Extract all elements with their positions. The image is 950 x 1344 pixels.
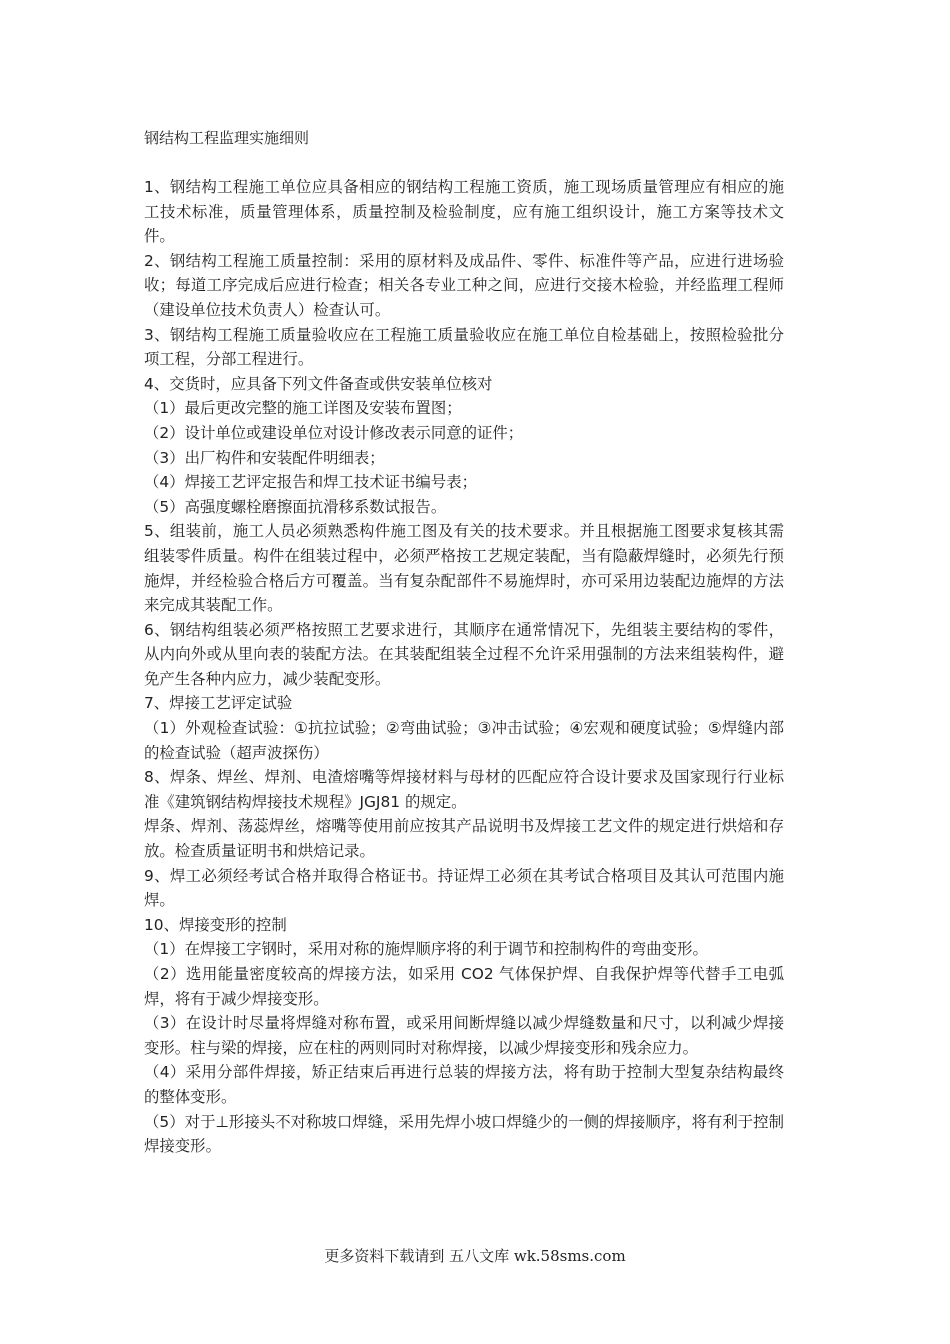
paragraph: 2、钢结构工程施工质量控制：采用的原材料及成品件、零件、标准件等产品，应进行进场验收；每道工序完成后应进行检查；相关各专业工种之间，应进行交接木检验，并经监理工程师（建设单位技术负责人）检查认可。 — [144, 251, 784, 319]
paragraph: 9、焊工必须经考试合格并取得合格证书。持证焊工必须在其考试合格项目及其认可范围内施焊。 — [144, 866, 784, 910]
list-item: （3）在设计时尽量将焊缝对称布置，或采用间断焊缝以减少焊缝数量和尺寸，以利减少焊接变形。柱与梁的焊接，应在柱的两则同时对称焊接，以减少焊接变形和残余应力。 — [144, 1014, 784, 1057]
footer-link-text: 更多资料下载请到 五八文库 wk.58sms.com — [324, 1247, 626, 1265]
paragraph: 6、钢结构组装必须严格按照工艺要求进行，其顺序在通常情况下，先组装主要结构的零件，从内向外或从里向表的装配方法。在其装配组装全过程不允许采用强制的方法来组装构件，避免产生各种内应力，减少装配变形。 — [144, 620, 784, 688]
list-item: （2）选用能量密度较高的焊接方法，如采用 CO2 气体保护焊、自我保护焊等代替手工电弧焊，将有于减少焊接变形。 — [144, 965, 784, 1008]
paragraph: 5、组装前，施工人员必须熟悉构件施工图及有关的技术要求。并且根据施工图要求复核其需组装零件质量。构件在组装过程中，必须严格按工艺规定装配，当有隐蔽焊缝时，必须先行预施焊，并经检验合格后方可覆盖。当有复杂配部件不易施焊时，亦可采用边装配边施焊的方法来完成其装配工作。 — [144, 522, 784, 615]
list-item: （3）出厂构件和安装配件明细表； — [144, 448, 385, 467]
document-title: 钢结构工程监理实施细则 — [144, 129, 310, 147]
paragraph: 1、钢结构工程施工单位应具备相应的钢结构工程施工资质，施工现场质量管理应有相应的施工技术标准，质量管理体系，质量控制及检验制度，应有施工组织设计，施工方案等技术文件。 — [144, 178, 784, 246]
paragraph: 10、焊接变形的控制 — [144, 915, 287, 934]
list-item: （4）焊接工艺评定报告和焊工技术证书编号表； — [144, 473, 477, 492]
paragraph: 8、焊条、焊丝、焊剂、电渣熔嘴等焊接材料与母材的匹配应符合设计要求及国家现行行业标准《建筑钢结构焊接技术规程》JGJ81 的规定。 — [144, 768, 784, 811]
document-body — [144, 175, 784, 1159]
paragraph: 焊条、焊剂、荡蕊焊丝，熔嘴等使用前应按其产品说明书及焊接工艺文件的规定进行烘焙和存放。检查质量证明书和烘焙记录。 — [144, 817, 784, 861]
paragraph: 3、钢结构工程施工质量验收应在工程施工质量验收应在施工单位自检基础上，按照检验批分项工程，分部工程进行。 — [144, 325, 784, 369]
paragraph: 4、交货时，应具备下列文件备查或供安装单位核对 — [144, 374, 493, 393]
list-item: （1）最后更改完整的施工详图及安装布置图； — [144, 399, 462, 418]
list-item: （1）在焊接工字钢时，采用对称的施焊顺序将的利于调节和控制构件的弯曲变形。 — [144, 940, 708, 959]
list-item: （1）外观检查试验：①抗拉试验；②弯曲试验；③冲击试验；④宏观和硬度试验；⑤焊缝内部的检查试验（超声波探伤） — [144, 719, 784, 762]
list-item: （5）高强度螺栓磨擦面抗滑移系数试报告。 — [144, 497, 447, 516]
list-item: （2）设计单位或建设单位对设计修改表示同意的证件； — [144, 423, 524, 442]
paragraph: 7、焊接工艺评定试验 — [144, 694, 293, 713]
list-item: （5）对于⊥形接头不对称坡口焊缝，采用先焊小坡口焊缝少的一侧的焊接顺序，将有利于控制焊接变形。 — [144, 1112, 784, 1156]
list-item: （4）采用分部件焊接，矫正结束后再进行总装的焊接方法，将有助于控制大型复杂结构最终的整体变形。 — [144, 1063, 784, 1106]
